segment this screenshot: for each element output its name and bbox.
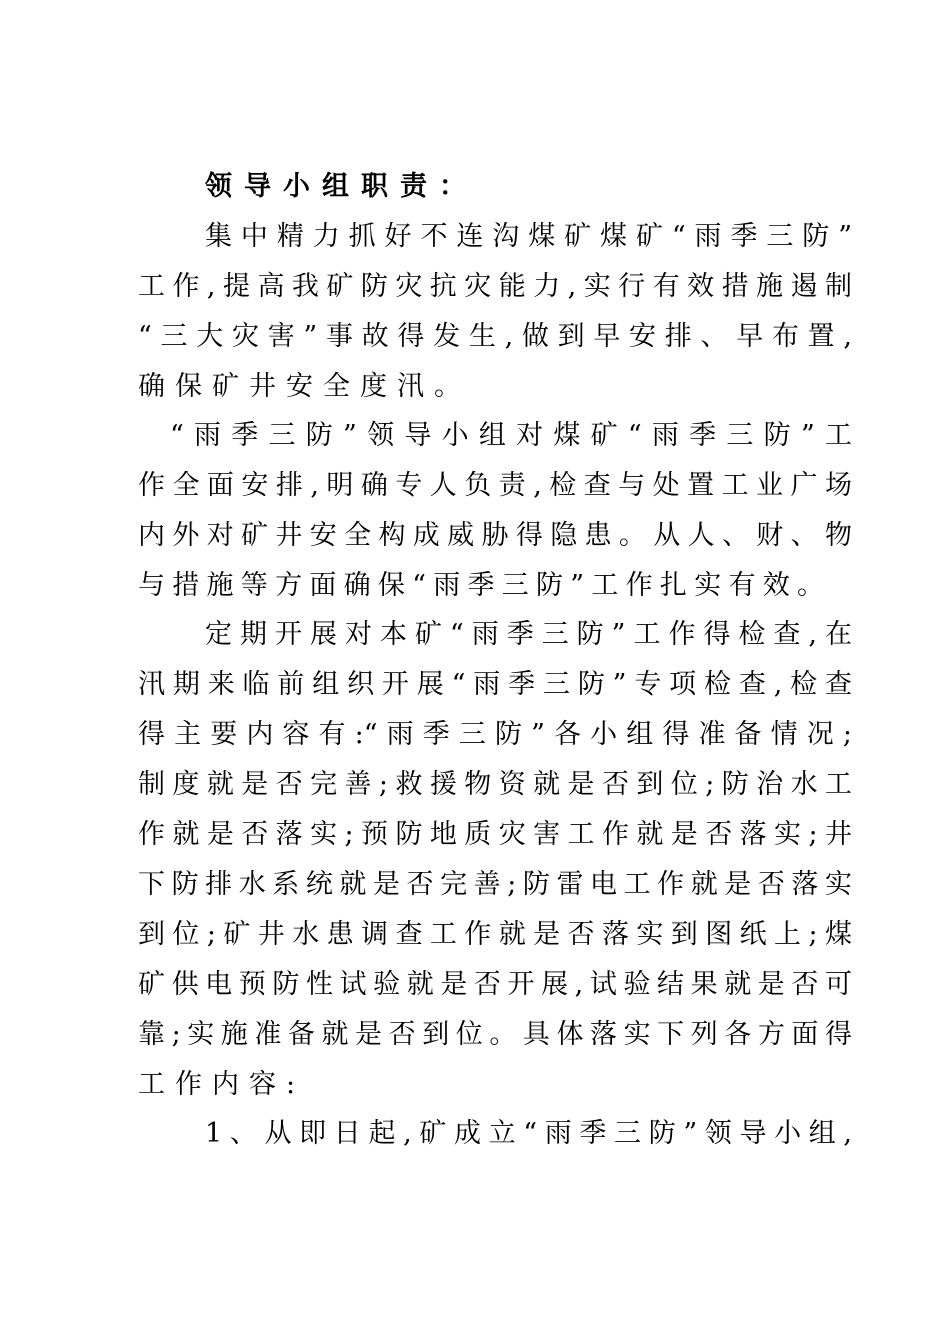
paragraph-3-line-1: 定期开展对本矿“雨季三防”工作得检查,在 <box>205 619 852 650</box>
paragraph-2-line-3: 内外对矿井安全构成威胁得隐患。从人、财、物 <box>138 520 852 551</box>
paragraph-3-line-4: 制度就是否完善;救援物资就是否到位;防治水工 <box>138 769 852 800</box>
paragraph-3-line-5: 作就是否落实;预防地质灾害工作就是否落实;井 <box>138 819 852 850</box>
paragraph-4-line-1: 1、从即日起,矿成立“雨季三防”领导小组, <box>205 1118 852 1149</box>
paragraph-2-line-1: “雨季三防”领导小组对煤矿“雨季三防”工 <box>170 420 852 451</box>
paragraph-1-line-1: 集中精力抓好不连沟煤矿煤矿“雨季三防” <box>205 221 852 252</box>
paragraph-1-line-3: “三大灾害”事故得发生,做到早安排、早布置, <box>138 321 852 352</box>
paragraph-3-line-10: 工作内容: <box>138 1069 306 1100</box>
paragraph-1-line-4: 确保矿井安全度汛。 <box>138 371 471 402</box>
paragraph-3-line-7: 到位;矿井水患调查工作就是否落实到图纸上;煤 <box>138 919 852 950</box>
paragraph-3-line-8: 矿供电预防性试验就是否开展,试验结果就是否可 <box>138 969 852 1000</box>
paragraph-2-line-2: 作全面安排,明确专人负责,检查与处置工业广场 <box>138 470 852 501</box>
paragraph-3-line-3: 得主要内容有:“雨季三防”各小组得准备情况; <box>138 719 852 750</box>
paragraph-3-line-9: 靠;实施准备就是否到位。具体落实下列各方面得 <box>138 1019 852 1050</box>
paragraph-1-line-2: 工作,提高我矿防灾抗灾能力,实行有效措施遏制 <box>138 271 852 302</box>
section-heading: 领导小组职责： <box>205 171 478 202</box>
paragraph-2-line-4: 与措施等方面确保“雨季三防”工作扎实有效。 <box>138 570 824 601</box>
paragraph-3-line-2: 汛期来临前组织开展“雨季三防”专项检查,检查 <box>138 669 852 700</box>
paragraph-3-line-6: 下防排水系统就是否完善;防雷电工作就是否落实 <box>138 869 852 900</box>
